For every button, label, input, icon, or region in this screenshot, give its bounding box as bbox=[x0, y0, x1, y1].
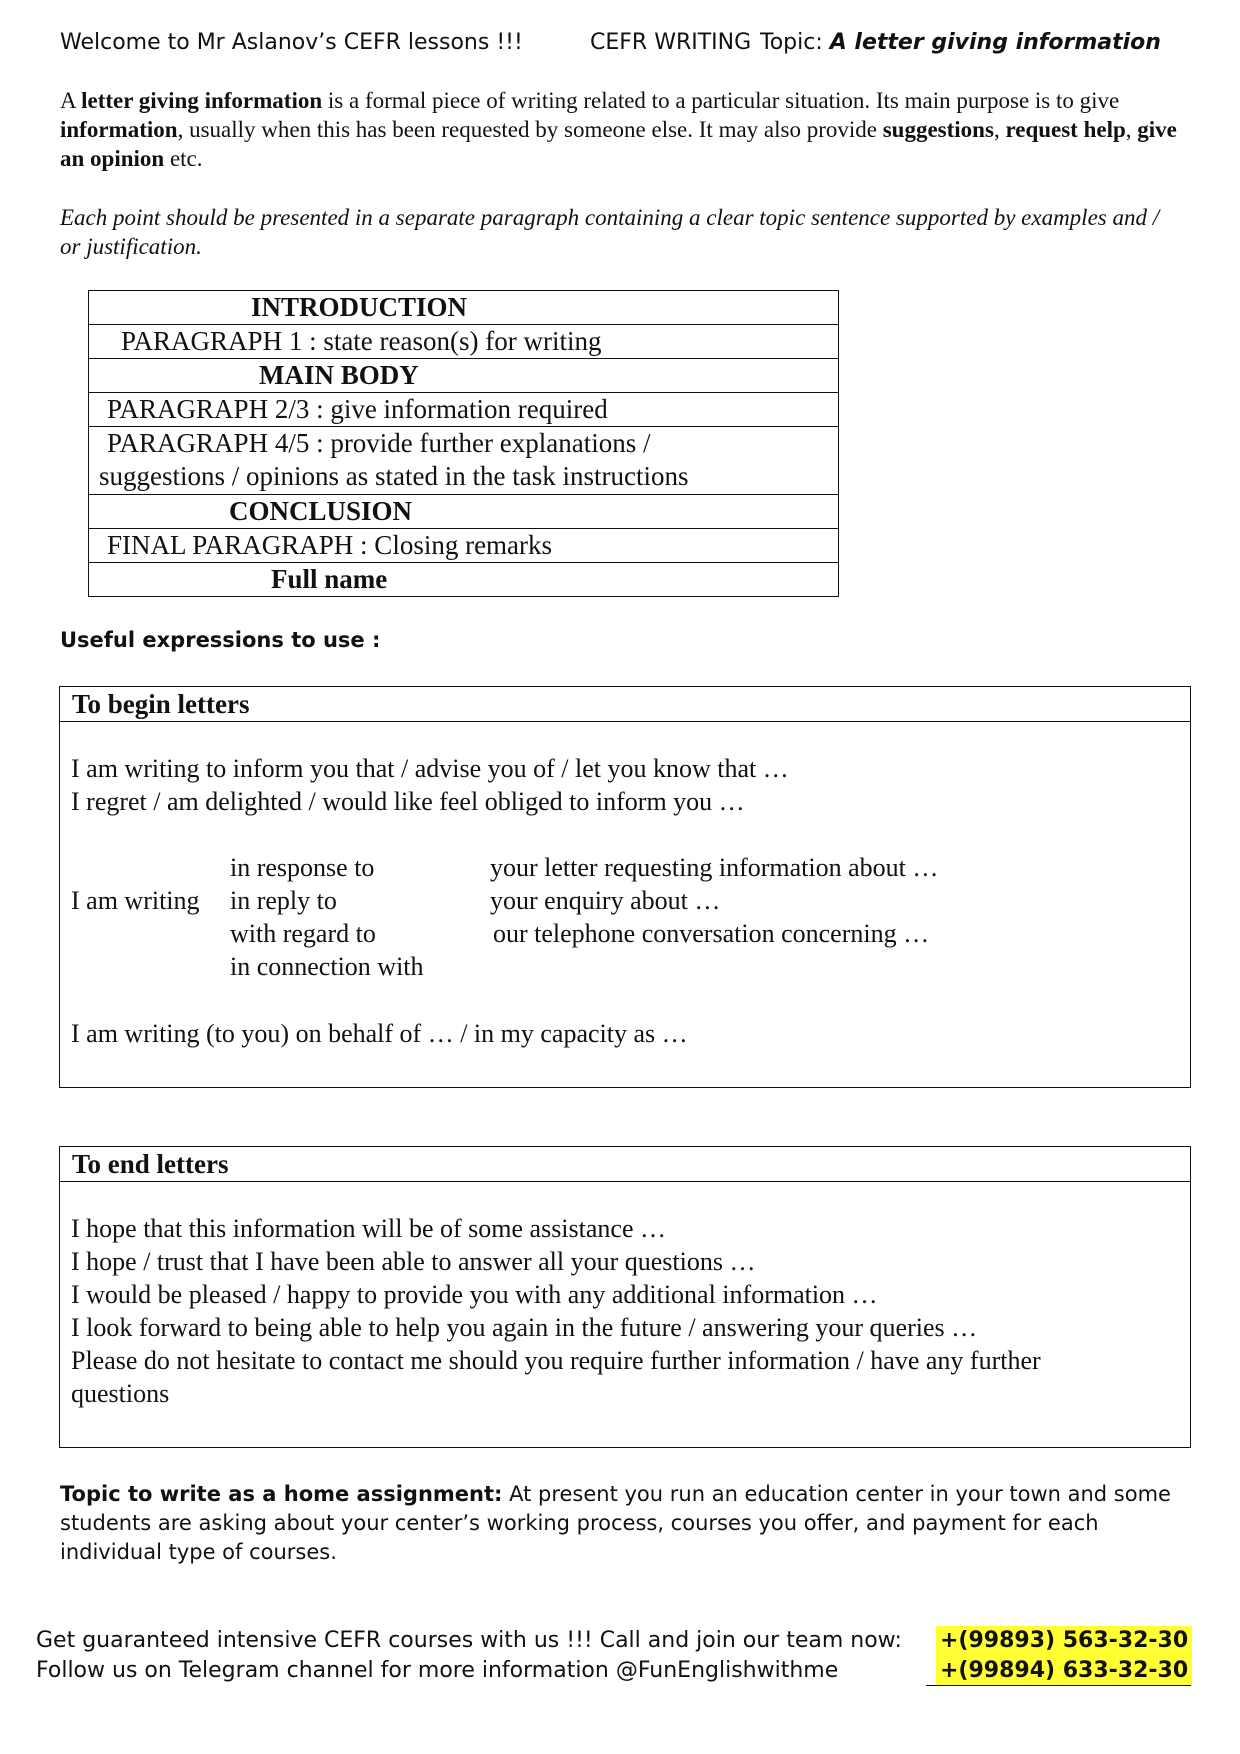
structure-paragraph-4-5-line2: suggestions / opinions as stated in the task instructions bbox=[99, 461, 689, 491]
section-label: CEFR WRITING bbox=[590, 30, 752, 55]
phone-number-1[interactable]: +(99893) 563-32-30 bbox=[936, 1626, 1192, 1656]
structure-paragraph-4-5 bbox=[89, 426, 838, 494]
intro-paragraph bbox=[60, 86, 1180, 173]
begin-object: your enquiry about … bbox=[490, 886, 721, 915]
structure-paragraph-4-5-line1: PARAGRAPH 4/5 : provide further explanations / bbox=[107, 428, 651, 458]
begin-object: our telephone conversation concerning … bbox=[493, 919, 930, 948]
intro-text: , bbox=[993, 117, 1006, 142]
end-line: questions bbox=[71, 1379, 170, 1408]
i-am-writing: I am writing bbox=[71, 886, 200, 915]
intro-text: etc. bbox=[164, 146, 203, 171]
intro-bold: suggestions bbox=[882, 117, 994, 142]
begin-line-1: I am writing to inform you that / advise you of / let you know that … bbox=[71, 754, 789, 783]
end-line: Please do not hesitate to contact me should you require further information / have any further bbox=[71, 1346, 1041, 1375]
topic-prefix: Topic: bbox=[760, 30, 830, 55]
intro-note: Each point should be presented in a separate paragraph containing a clear topic sentence supported by examples and / or justification. bbox=[60, 205, 1160, 259]
structure-paragraph-1: PARAGRAPH 1 : state reason(s) for writing bbox=[89, 324, 838, 358]
letter-structure-table bbox=[88, 290, 839, 597]
intro-text: is a formal piece of writing related to a particular situation. Its main purpose is to give bbox=[322, 88, 1120, 113]
begin-phrase: in response to bbox=[230, 853, 375, 882]
footer-divider bbox=[926, 1685, 1191, 1686]
end-line: I hope / trust that I have been able to answer all your questions … bbox=[71, 1247, 756, 1276]
welcome-text: Welcome to Mr Aslanov’s CEFR lessons !!! bbox=[60, 30, 523, 55]
end-letters-box bbox=[59, 1146, 1191, 1448]
begin-phrase: in reply to bbox=[230, 886, 337, 915]
begin-line-2: I regret / am delighted / would like feel obliged to inform you … bbox=[71, 787, 745, 816]
begin-letters-title: To begin letters bbox=[60, 687, 1190, 722]
footer-telegram: Follow us on Telegram channel for more information @FunEnglishwithme bbox=[36, 1658, 839, 1683]
intro-text: A bbox=[60, 88, 82, 113]
topic-title: A letter giving information bbox=[829, 30, 1161, 55]
end-line: I hope that this information will be of some assistance … bbox=[71, 1214, 666, 1243]
structure-conclusion: CONCLUSION bbox=[89, 494, 838, 528]
end-line: I look forward to being able to help you again in the future / answering your queries … bbox=[71, 1313, 978, 1342]
structure-final-paragraph: FINAL PARAGRAPH : Closing remarks bbox=[89, 528, 838, 562]
intro-bold: give an opinion bbox=[60, 117, 1177, 171]
begin-phrase: in connection with bbox=[230, 952, 424, 981]
structure-paragraph-2-3: PARAGRAPH 2/3 : give information required bbox=[89, 392, 838, 426]
structure-main-body: MAIN BODY bbox=[89, 358, 838, 392]
home-assignment bbox=[60, 1480, 1180, 1567]
footer-promo: Get guaranteed intensive CEFR courses with us !!! Call and join our team now: bbox=[36, 1628, 902, 1653]
phone-number-2[interactable]: +(99894) 633-32-30 bbox=[936, 1656, 1192, 1686]
assignment-label: Topic to write as a home assignment: bbox=[60, 1482, 503, 1506]
intro-bold: letter giving information bbox=[81, 88, 323, 113]
intro-bold: information bbox=[60, 117, 178, 142]
intro-text: , bbox=[1125, 117, 1138, 142]
end-line: I would be pleased / happy to provide you with any additional information … bbox=[71, 1280, 878, 1309]
assignment-text: At present you run an education center in your town and some students are asking about your center’s working process, courses you offer, and payment for each individual type of courses. bbox=[60, 1482, 1171, 1564]
begin-letters-box bbox=[59, 686, 1191, 1088]
end-letters-title: To end letters bbox=[60, 1147, 1190, 1182]
intro-bold: request help bbox=[1005, 117, 1126, 142]
intro-text: , usually when this has been requested by someone else. It may also provide bbox=[177, 117, 883, 142]
structure-full-name: Full name bbox=[89, 562, 838, 596]
begin-phrase: with regard to bbox=[230, 919, 376, 948]
useful-expressions-title: Useful expressions to use : bbox=[60, 628, 381, 652]
begin-line-last: I am writing (to you) on behalf of … / in my capacity as … bbox=[71, 1019, 688, 1048]
begin-object: your letter requesting information about … bbox=[490, 853, 939, 882]
structure-introduction: INTRODUCTION bbox=[251, 292, 468, 322]
topic-line bbox=[760, 30, 1161, 55]
